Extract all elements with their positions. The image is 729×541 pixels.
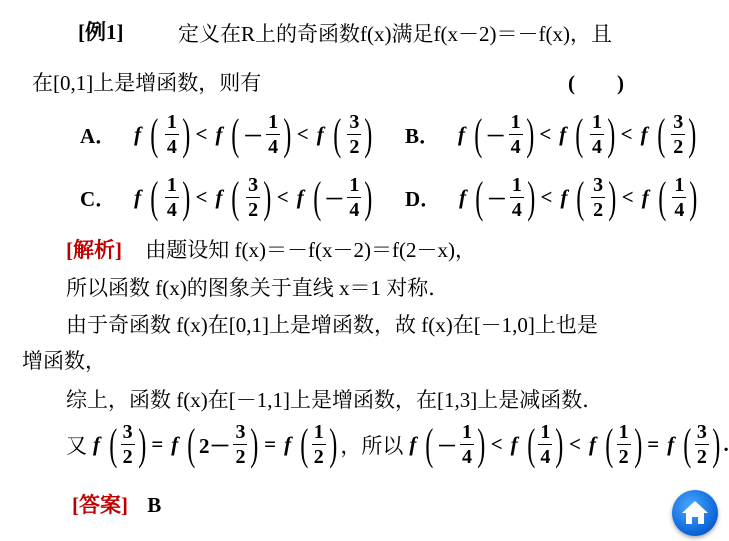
solution-line-5: 综上，函数 f(x)在[－1,1]上是增函数，在[1,3]上是减函数．: [66, 388, 604, 412]
home-icon: [672, 490, 718, 536]
solution-line-1: 由题设知 f(x)＝－f(x－2)＝f(2－x)，: [145, 238, 476, 262]
home-button[interactable]: [672, 490, 718, 536]
solution-label: [解析]: [66, 238, 122, 262]
option-b: B． f ( － $\frac{1}{4}$ ) < f ( $\frac{1}{4}$ ) < f ( $\frac{3}{2}$ ): [405, 109, 697, 159]
answer-blank: ( ): [568, 71, 624, 95]
option-a: A． f ( $\frac{1}{4}$ ) < f ( － $\frac{1}{4}$ ) < f ( $\frac{3}{2}$ ): [80, 109, 373, 159]
option-c: C． f ( $\frac{1}{4}$ ) < f ( $\frac{3}{2}$ ) < f ( － $\frac{1}{4}$ ): [80, 172, 373, 222]
option-d: D． f ( － $\frac{1}{4}$ ) < f ( $\frac{3}{2}$ ) < f ( $\frac{1}{4}$ ): [405, 172, 698, 222]
solution-line-3: 由于奇函数 f(x)在[0,1]上是增函数，故 f(x)在[－1,0]上也是: [66, 313, 598, 337]
solution-line-2: 所以函数 f(x)的图象关于直线 x＝1 对称．: [66, 276, 450, 300]
answer-label: [答案]: [72, 493, 128, 517]
solution-line-6: 又 f ( $\frac{3}{2}$ ) = f ( 2－ $\frac{3}{2}$ ) = f ( $\frac{1}{2}$ ) ，所以 f ( － $\frac{1}{4}$ ) < f ( $\frac{1}{4}$ ) < f ( $\frac{1}{2}$ ) = f ( $\frac{3}{2}$ ) .: [66, 419, 729, 469]
solution-line-4: 增函数，: [22, 349, 106, 373]
answer-value: B: [147, 493, 162, 517]
example-label: [例1]: [78, 20, 124, 44]
problem-line-1: 定义在R上的奇函数f(x)满足f(x－2)＝－f(x)，且: [178, 22, 612, 46]
problem-line-2: 在[0,1]上是增函数，则有: [32, 71, 262, 95]
